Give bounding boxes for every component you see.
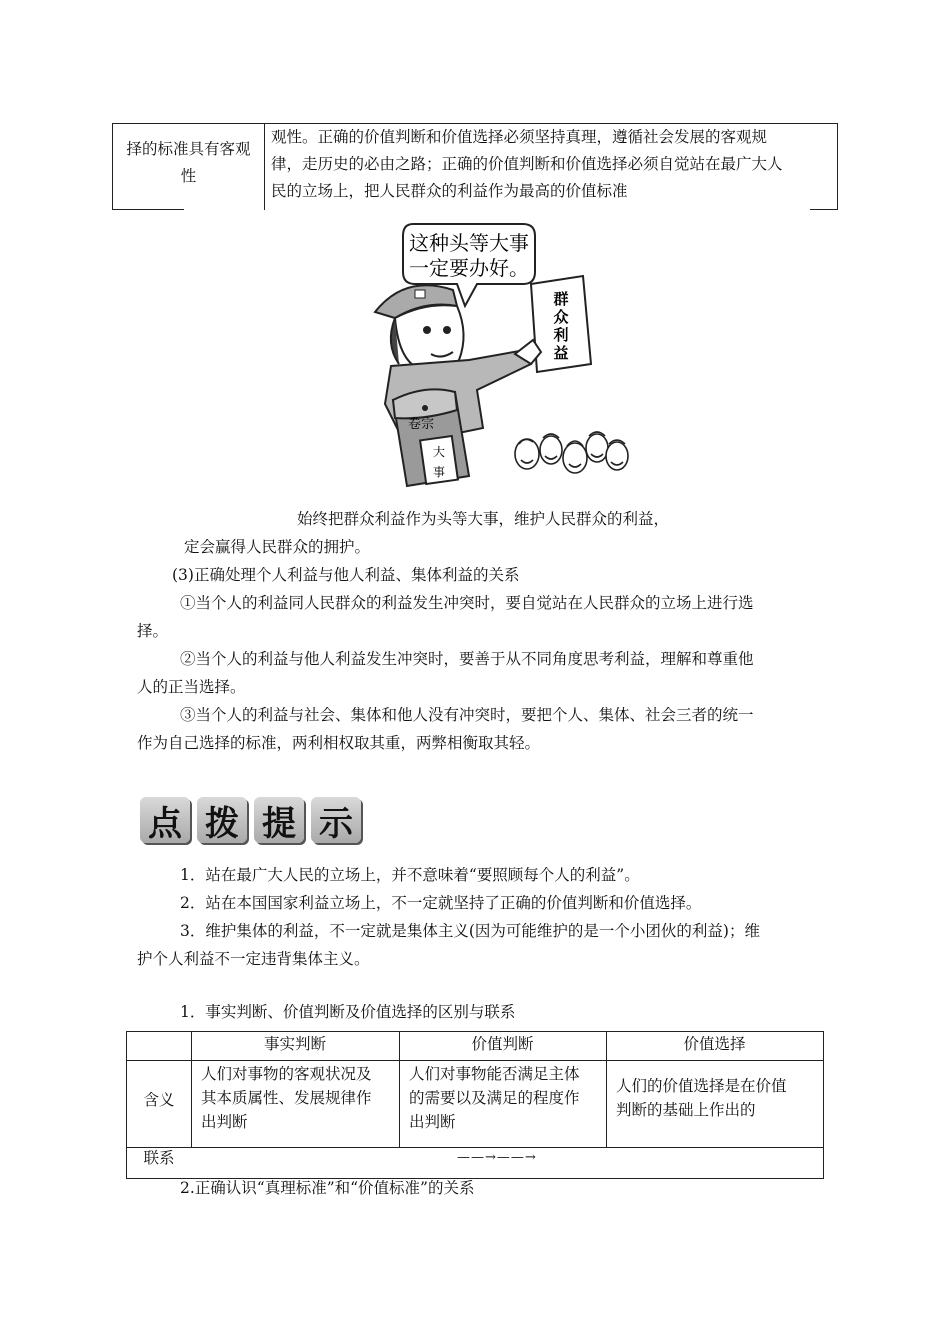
top-table-right-line: 观性。正确的价值判断和价值选择必须坚持真理，遵循社会发展的客观规 bbox=[271, 128, 768, 146]
sign-char: 益 bbox=[553, 344, 569, 362]
crowd-faces bbox=[515, 432, 628, 473]
top-table bbox=[112, 123, 838, 210]
tips-header-char: 示 bbox=[311, 797, 361, 843]
sign-char: 利 bbox=[553, 326, 569, 344]
header-choice: 价值选择 bbox=[683, 1035, 746, 1053]
relation-title: 1．事实判断、价值判断及价值选择的区别与联系 bbox=[180, 1003, 516, 1021]
sign-char: 众 bbox=[553, 308, 569, 326]
paragraph-line: 作为自己选择的标准，两利相权取其重，两弊相衡取其轻。 bbox=[137, 734, 541, 752]
top-table-left-cell bbox=[113, 124, 265, 210]
folder-note-char: 事 bbox=[432, 465, 446, 479]
tips-header-char: 点 bbox=[140, 797, 190, 843]
tip-line: 3．维护集体的利益，不一定就是集体主义(因为可能维护的是一个小团伙的利益)；维 bbox=[180, 922, 760, 940]
top-table-right-line: 律，走历史的必由之路；正确的价值判断和价值选择必须自觉站在最广大人 bbox=[271, 155, 783, 173]
cartoon-illustration bbox=[365, 214, 640, 489]
footer-heading: 2.正确认识“真理标准”和“价值标准”的关系 bbox=[180, 1179, 475, 1197]
speech-line-2: 一定要办好。 bbox=[409, 256, 529, 280]
tips-header-char: 提 bbox=[254, 797, 304, 843]
meaning-fact: 人们对事物的客观状况及 其本质属性、发展规律作 出判断 bbox=[201, 1065, 372, 1131]
paragraph-line: ①当个人的利益同人民群众的利益发生冲突时，要自觉站在人民群众的立场上进行选 bbox=[180, 594, 754, 612]
tips-header-char: 拨 bbox=[197, 797, 247, 843]
top-table-left-line: 性 bbox=[180, 167, 197, 185]
row-label-meaning: 含义 bbox=[143, 1091, 175, 1109]
row-label-link: 联系 bbox=[143, 1149, 175, 1167]
tip-line: 1．站在最广大人民的立场上，并不意味着“要照顾每个人的利益”。 bbox=[180, 866, 640, 884]
top-table-right-cell bbox=[271, 124, 837, 205]
caption-line-2: 定会赢得人民群众的拥护。 bbox=[184, 538, 371, 556]
top-table-left-line: 择的标准具有客观 bbox=[126, 140, 251, 158]
caption-line-1: 始终把群众利益作为头等大事，维护人民群众的利益， bbox=[297, 510, 670, 528]
header-value: 价值判断 bbox=[471, 1035, 534, 1053]
paragraph-line: 人的正当选择。 bbox=[137, 678, 246, 696]
meaning-choice: 人们的价值选择是在价值 判断的基础上作出的 bbox=[616, 1077, 787, 1119]
paragraph-line: ②当个人的利益与他人利益发生冲突时，要善于从不同角度思考利益，理解和尊重他 bbox=[180, 650, 754, 668]
folder-label: 卷宗 bbox=[407, 417, 435, 432]
table-bottom-border-left bbox=[112, 209, 184, 210]
tip-line: 护个人利益不一定违背集体主义。 bbox=[137, 950, 370, 968]
relation-table bbox=[126, 1031, 824, 1179]
meaning-value: 人们对事物能否满足主体 的需要以及满足的程度作 出判断 bbox=[409, 1065, 580, 1131]
header-fact: 事实判断 bbox=[263, 1035, 326, 1053]
sign-char: 群 bbox=[553, 290, 569, 308]
section-heading: (3)正确处理个人利益与他人利益、集体利益的关系 bbox=[172, 566, 520, 584]
tip-line: 2．站在本国国家利益立场上，不一定就坚持了正确的价值判断和价值选择。 bbox=[180, 894, 702, 912]
link-arrows: ——→——→ bbox=[457, 1150, 537, 1165]
folder-note-char: 大 bbox=[432, 445, 446, 459]
speech-line-1: 这种头等大事 bbox=[409, 231, 529, 255]
paragraph-line: ③当个人的利益与社会、集体和他人没有冲突时，要把个人、集体、社会三者的统一 bbox=[180, 706, 754, 724]
paragraph-line: 择。 bbox=[137, 622, 169, 640]
top-table-right-line: 民的立场上，把人民群众的利益作为最高的价值标准 bbox=[271, 182, 628, 200]
table-bottom-border-right bbox=[810, 209, 838, 210]
